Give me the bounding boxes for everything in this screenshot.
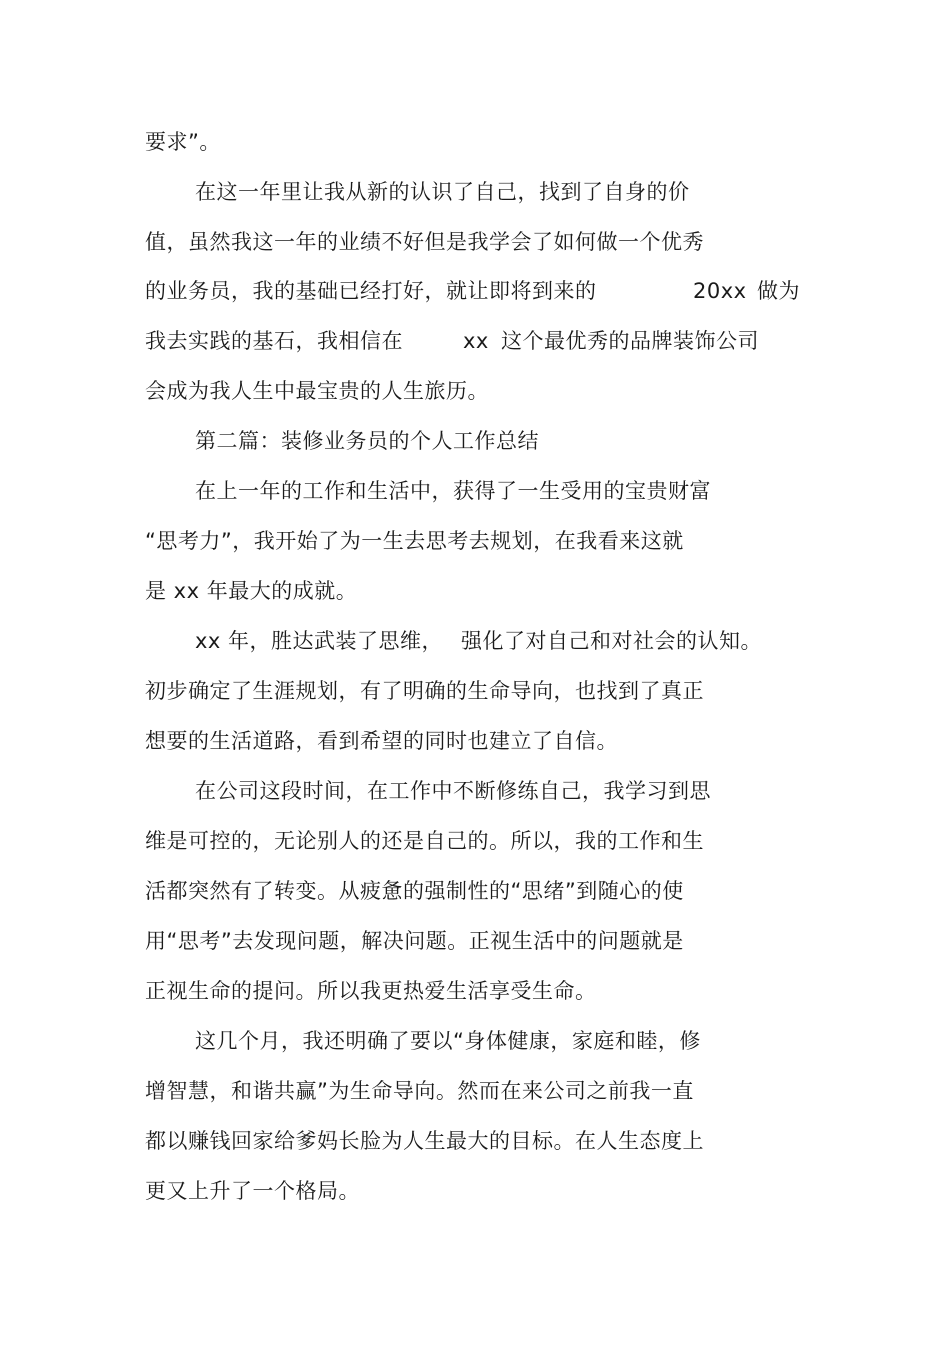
- line-segment: xx: [463, 329, 489, 353]
- section-heading: 第二篇：装修业务员的个人工作总结: [195, 429, 539, 453]
- line-segment: xx 年，胜达武装了思维，: [195, 629, 444, 653]
- paragraph-line: 要求”。: [145, 130, 221, 154]
- paragraph-line: 值，虽然我这一年的业绩不好但是我学会了如何做一个优秀: [145, 230, 704, 254]
- paragraph-line: 初步确定了生涯规划，有了明确的生命导向，也找到了真正: [145, 679, 704, 703]
- paragraph-line: “思考力”，我开始了为一生去思考去规划，在我看来这就: [145, 529, 684, 553]
- line-segment: 20xx: [693, 279, 747, 303]
- line-segment: 强化了对自己和对社会的认知。: [461, 629, 762, 653]
- paragraph-line: 是 xx 年最大的成就。: [145, 579, 358, 603]
- paragraph-line: [145, 277, 825, 305]
- paragraph-line: 在这一年里让我从新的认识了自己，找到了自身的价: [195, 180, 690, 204]
- paragraph-line: 正视生命的提问。所以我更热爱生活享受生命。: [145, 979, 597, 1003]
- line-segment: 做为: [757, 279, 800, 303]
- line-segment: 我去实践的基石，我相信在: [145, 329, 403, 353]
- paragraph-line: 都以赚钱回家给爹妈长脸为人生最大的目标。在人生态度上: [145, 1129, 704, 1153]
- paragraph-line: 用“思考”去发现问题，解决问题。正视生活中的问题就是: [145, 929, 684, 953]
- paragraph-line: 这几个月，我还明确了要以“身体健康，家庭和睦，修: [195, 1029, 701, 1053]
- line-segment: 这个最优秀的品牌装饰公司: [501, 329, 759, 353]
- paragraph-line: 活都突然有了转变。从疲惫的强制性的“思绪”到随心的使: [145, 879, 684, 903]
- paragraph-line: 想要的生活道路，看到希望的同时也建立了自信。: [145, 729, 618, 753]
- line-segment: 的业务员，我的基础已经打好，就让即将到来的: [145, 279, 597, 303]
- paragraph-line: 更又上升了一个格局。: [145, 1179, 360, 1203]
- paragraph-line: 会成为我人生中最宝贵的人生旅历。: [145, 379, 489, 403]
- paragraph-line: [195, 627, 795, 655]
- paragraph-line: 维是可控的，无论别人的还是自己的。所以，我的工作和生: [145, 829, 704, 853]
- paragraph-line: [145, 327, 825, 355]
- paragraph-line: 增智慧，和谐共赢”为生命导向。然而在来公司之前我一直: [145, 1079, 694, 1103]
- paragraph-line: 在公司这段时间，在工作中不断修练自己，我学习到思: [195, 779, 711, 803]
- paragraph-line: 在上一年的工作和生活中，获得了一生受用的宝贵财富: [195, 479, 711, 503]
